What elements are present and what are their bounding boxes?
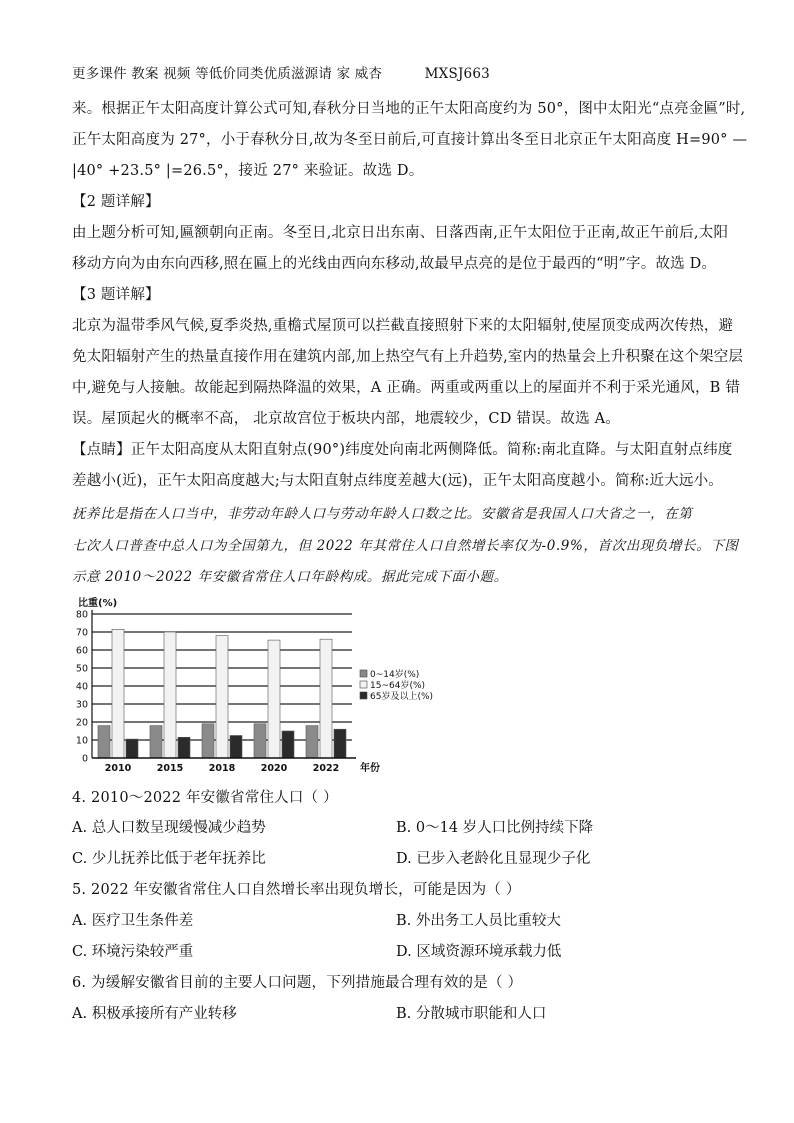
passage-line: 示意 2010～2022 年安徽省常住人口年龄构成。据此完成下面小题。 xyxy=(72,569,508,585)
option-b[interactable]: B. 外出务工人员比重较大 xyxy=(396,913,561,929)
bar-2018-series-0 xyxy=(202,724,214,758)
bar-2018-series-1 xyxy=(216,636,228,758)
promo-text: 更多课件 教案 视频 等低价同类优质滋源请 家 威杏 xyxy=(72,66,383,82)
legend-swatch xyxy=(360,670,367,677)
section-heading: 【3 题详解】 xyxy=(72,287,160,303)
x-tick-label: 2015 xyxy=(156,763,184,774)
legend-swatch xyxy=(360,692,367,699)
y-tick-label: 70 xyxy=(75,627,88,639)
section-heading: 【2 题详解】 xyxy=(72,194,160,210)
y-tick-label: 40 xyxy=(75,681,88,693)
bar-2020-series-0 xyxy=(254,724,266,758)
body-line: |40° +23.5° |=26.5°，接近 27° 来验证。故选 D。 xyxy=(72,163,424,179)
y-tick-label: 20 xyxy=(75,717,88,729)
tip-line: 差越小(近)，正午太阳高度越大;与太阳直射点纬度差越大(远)，正午太阳高度越小。简称:近大远小。 xyxy=(72,473,723,489)
y-tick-label: 30 xyxy=(75,699,88,711)
y-tick-label: 80 xyxy=(75,609,88,621)
passage-line: 抚养比是指在人口当中，非劳动年龄人口与劳动年龄人口数之比。安徽省是我国人口大省之一，在第 xyxy=(72,506,693,522)
x-tick-label: 2020 xyxy=(260,763,288,774)
option-b[interactable]: B. 分散城市职能和人口 xyxy=(396,1006,547,1022)
bar-2018-series-2 xyxy=(230,736,242,759)
option-c[interactable]: C. 环境污染较严重 xyxy=(72,944,194,960)
x-axis-label: 年份 xyxy=(360,763,380,774)
body-line: 正午太阳高度为 27°，小于春秋分日,故为冬至日前后,可直接计算出冬至日北京正午太阳高度 H=90° — xyxy=(72,132,748,148)
x-tick-label: 2010 xyxy=(104,763,132,774)
body-line: 来。根据正午太阳高度计算公式可知,春秋分日当地的正午太阳高度约为 50°，图中太阳光“点亮金匾”时, xyxy=(72,101,746,117)
y-tick-label: 50 xyxy=(75,663,88,675)
bar-2010-series-1 xyxy=(112,629,124,758)
tip-line: 【点睛】正午太阳高度从太阳直射点(90°)纬度处向南北两侧降低。简称:南北直降。与太阳直射点纬度 xyxy=(72,442,733,458)
bar-2022-series-0 xyxy=(306,726,318,758)
option-c[interactable]: C. 少儿抚养比低于老年抚养比 xyxy=(72,851,266,867)
bar-2015-series-2 xyxy=(178,737,190,758)
body-line: 由上题分析可知,匾额朝向正南。冬至日,北京日出东南、日落西南,正午太阳位于正南,故正午前后,太阳 xyxy=(72,225,729,241)
legend-label: 15~64岁(%) xyxy=(370,681,426,691)
passage-line: 七次人口普查中总人口为全国第九，但 2022 年其常住人口自然增长率仅为-0.9%，首次出现负增长。下图 xyxy=(72,538,739,554)
x-tick-label: 2018 xyxy=(208,763,236,774)
question-stem: 6. 为缓解安徽省目前的主要人口问题，下列措施最合理有效的是（ ） xyxy=(72,975,523,991)
body-line: 误。屋顶起火的概率不高， 北京故宫位于板块内部，地震较少，CD 错误。故选 A。 xyxy=(72,411,621,427)
option-a[interactable]: A. 总人口数呈现缓慢减少趋势 xyxy=(72,820,266,836)
bar-2010-series-0 xyxy=(98,726,110,758)
y-tick-label: 10 xyxy=(75,735,88,747)
body-line: 移动方向为由东向西移,照在匾上的光线由西向东移动,故最早点亮的是位于最西的“明”字。故选 D。 xyxy=(72,256,717,272)
population-age-chart xyxy=(60,596,460,776)
option-a[interactable]: A. 医疗卫生条件差 xyxy=(72,913,194,929)
option-d[interactable]: D. 已步入老龄化且显现少子化 xyxy=(396,851,591,867)
legend-label: 0~14岁(%) xyxy=(370,670,420,680)
y-tick-label: 0 xyxy=(81,753,88,765)
y-tick-label: 60 xyxy=(75,645,88,657)
question-stem: 4. 2010～2022 年安徽省常住人口（ ） xyxy=(72,790,338,806)
legend-label: 65岁及以上(%) xyxy=(370,692,434,702)
bar-2022-series-2 xyxy=(334,729,346,758)
bar-2020-series-1 xyxy=(268,640,280,758)
body-line: 中,避免与人接触。故能起到隔热降温的效果，A 正确。两重或两重以上的屋面并不利于采光通风，B 错 xyxy=(72,380,741,396)
y-axis-label: 比重(%) xyxy=(78,598,118,609)
question-stem: 5. 2022 年安徽省常住人口自然增长率出现负增长，可能是因为（ ） xyxy=(72,882,521,898)
promo-code: MXSJ663 xyxy=(424,66,490,82)
body-line: 免太阳辐射产生的热量直接作用在建筑内部,加上热空气有上升趋势,室内的热量会上升积聚在这个架空层 xyxy=(72,349,744,365)
body-line: 北京为温带季风气候,夏季炎热,重檐式屋顶可以拦截直接照射下来的太阳辐射,使屋顶变成两次传热，避 xyxy=(72,318,734,334)
bar-2010-series-2 xyxy=(126,739,138,758)
bar-2022-series-1 xyxy=(320,639,332,758)
option-d[interactable]: D. 区域资源环境承载力低 xyxy=(396,944,562,960)
bar-2020-series-2 xyxy=(282,731,294,758)
bar-2015-series-1 xyxy=(164,632,176,758)
promo-header xyxy=(72,64,490,84)
bar-2015-series-0 xyxy=(150,726,162,758)
x-tick-label: 2022 xyxy=(312,763,340,774)
option-a[interactable]: A. 积极承接所有产业转移 xyxy=(72,1006,237,1022)
option-b[interactable]: B. 0～14 岁人口比例持续下降 xyxy=(396,820,594,836)
legend-swatch xyxy=(360,681,367,688)
